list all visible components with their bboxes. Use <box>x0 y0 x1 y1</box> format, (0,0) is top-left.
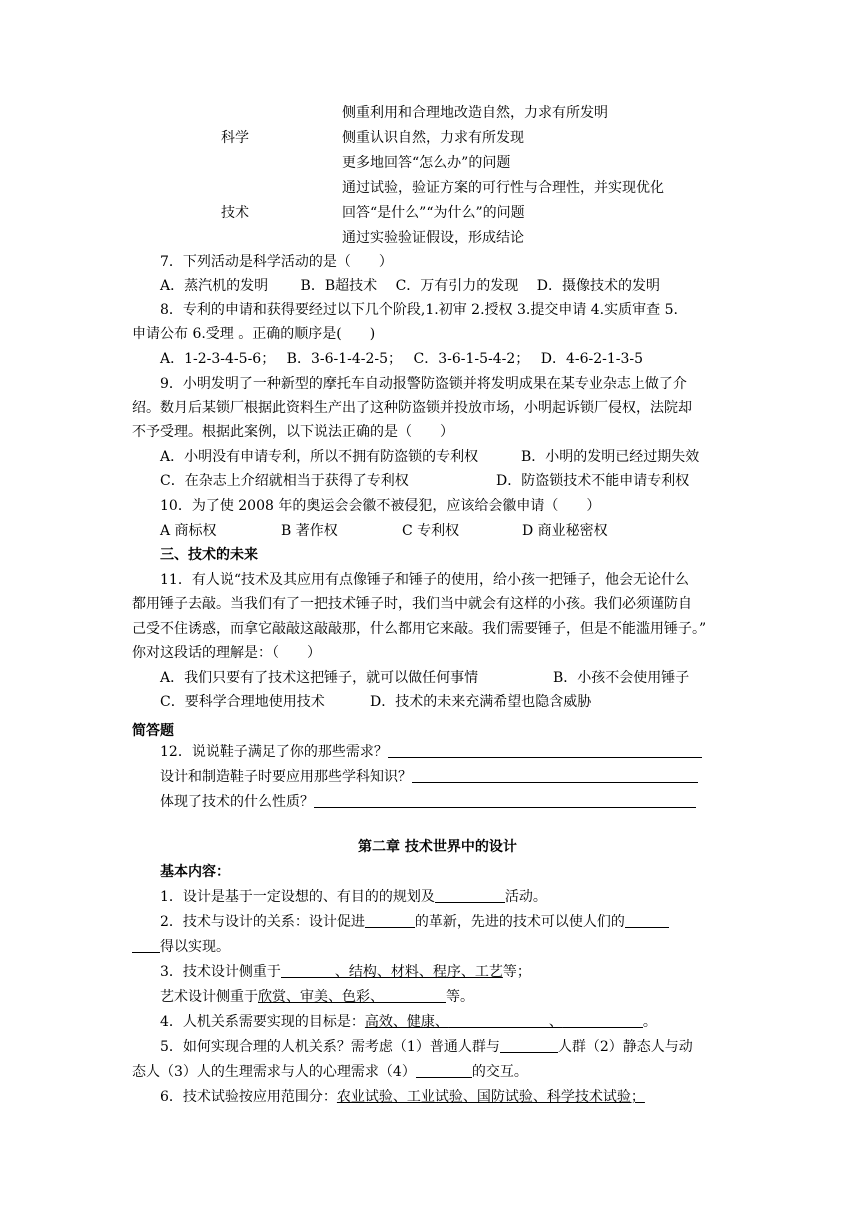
c2-item-4-blank-2[interactable] <box>563 1013 643 1028</box>
c2-item-5-text: 5．如何实现合理的人机关系？需考虑（1）普通人群与 <box>160 1039 500 1055</box>
chapter-2-title: 第二章 技术世界中的设计 <box>358 839 517 855</box>
q12-part-b-blank[interactable] <box>412 768 698 783</box>
c2-item-5-cont <box>132 1062 528 1082</box>
c2-item-4 <box>160 1012 657 1032</box>
match-left-technology: 技术 <box>221 205 249 221</box>
q11-option-d: D．技术的未来充满希望也隐含威胁 <box>370 694 592 710</box>
c2-item-2-blank-1[interactable] <box>365 913 415 928</box>
c2-item-4-end: 。 <box>642 1014 657 1030</box>
q12-part-c <box>160 792 696 812</box>
c2-item-2-mid: 的革新，先进的技术可以使人们的 <box>414 914 625 930</box>
q11-option-a: A．我们只要有了技术这把锤子，就可以做任何事情 <box>160 670 479 686</box>
c2-item-3-text: 3．技术设计侧重于 <box>160 964 281 980</box>
c2-item-2-blank-3[interactable] <box>132 938 160 953</box>
short-answer-title: 简答题 <box>132 723 174 739</box>
c2-item-5-mid: 人群（2）静态人与动 <box>557 1039 693 1055</box>
c2-item-1 <box>160 887 547 907</box>
q11-line3: 己受不住诱惑，而拿它敲敲这敲敲那，什么都用它来敲。我们需要锤子，但是不能滥用锤子。” <box>132 621 707 637</box>
c2-item-1-text: 1．设计是基于一定设想的、有目的的规划及 <box>160 889 435 905</box>
c2-item-3-art <box>160 987 474 1007</box>
c2-item-2-blank-2[interactable] <box>625 913 669 928</box>
c2-item-6 <box>160 1087 645 1107</box>
c2-item-6-underlined: 农业试验、工业试验、国防试验、科学技术试验； <box>336 1089 645 1105</box>
q12-part-a <box>160 742 702 762</box>
q9-option-b: B．小明的发明已经过期失效 <box>521 449 700 465</box>
c2-item-2-end: 得以实现。 <box>160 939 230 955</box>
c2-item-1-blank[interactable] <box>435 888 505 903</box>
match-left-science: 科学 <box>221 130 249 146</box>
c2-item-2-cont <box>132 937 230 957</box>
q8-options: A．1-2-3-4-5-6； B．3-6-1-4-2-5； C．3-6-1-5-4-2； D．4-6-2-1-3-5 <box>160 351 644 367</box>
q10-option-c: C 专利权 <box>402 523 460 539</box>
c2-item-5-blank-2[interactable] <box>416 1063 472 1078</box>
c2-item-3-art-underlined: 欣赏、审美、色彩、 <box>258 989 384 1005</box>
q11-line2: 都用锤子去敲。当我们有了一把技术锤子时，我们当中就会有这样的小孩。我们必须谨防自 <box>132 596 692 612</box>
c2-item-4-blank-1[interactable] <box>449 1013 549 1028</box>
c2-item-3-underlined: 、结构、材料、程序、工艺 <box>334 964 503 980</box>
c2-item-1-suffix: 活动。 <box>504 889 547 905</box>
c2-item-3-art-end: 等。 <box>446 989 474 1005</box>
q9-stem-line1: 9．小明发明了一种新型的摩托车自动报警防盗锁并将发明成果在某专业杂志上做了介 <box>160 376 687 392</box>
q11-option-b: B．小孩不会使用锤子 <box>553 670 690 686</box>
c2-item-3-end: 等； <box>502 964 531 980</box>
q12-part-c-text: 体现了技术的什么性质？ <box>160 794 314 810</box>
q8-stem-line1: 8．专利的申请和获得要经过以下几个阶段,1.初审 2.授权 3.提交申请 4.实质审查 5. <box>160 302 678 318</box>
q10-option-a: A 商标权 <box>160 523 217 539</box>
q11-line1: 11．有人说“技术及其应用有点像锤子和锤子的使用，给小孩一把锤子，他会无论什么 <box>160 572 689 588</box>
basic-content-heading: 基本内容： <box>160 864 230 880</box>
c2-item-3-blank[interactable] <box>281 963 335 978</box>
q9-stem-line3: 不予受理。根据此案例，以下说法正确的是（ ） <box>132 424 454 440</box>
match-option-a: 侧重利用和合理地改造自然，力求有所发明 <box>342 105 608 121</box>
match-option-b: 侧重认识自然，力求有所发现 <box>342 130 524 146</box>
q11-option-c: C．要科学合理地使用技术 <box>160 694 325 710</box>
q9-option-c: C．在杂志上介绍就相当于获得了专利权 <box>160 473 409 489</box>
q10-stem: 10．为了使 2008 年的奥运会会徽不被侵犯，应该给会徽申请（ ） <box>160 498 601 514</box>
q12-part-b-text: 设计和制造鞋子时要应用那些学科知识？ <box>160 769 412 785</box>
q9-stem-line2: 绍。数月后某锁厂根据此资料生产出了这种防盗锁并投放市场，小明起诉锁厂侵权，法院却 <box>132 400 692 416</box>
match-option-f: 通过实验验证假设，形成结论 <box>342 230 524 246</box>
c2-item-5-blank-1[interactable] <box>500 1038 558 1053</box>
q9-option-a: A．小明没有申请专利，所以不拥有防盗锁的专利权 <box>160 449 479 465</box>
c2-item-5-end: 的交互。 <box>471 1064 528 1080</box>
c2-item-3-art-blank[interactable] <box>384 988 446 1003</box>
match-option-e: 回答“是什么”“为什么”的问题 <box>342 205 525 221</box>
c2-item-4-text: 4．人机关系需要实现的目标是： <box>160 1014 365 1030</box>
q7-options: A．蒸汽机的发明 B．B超技术 C．万有引力的发现 D．摄像技术的发明 <box>160 278 660 294</box>
q10-option-b: B 著作权 <box>281 523 338 539</box>
c2-item-4-underlined: 高效、健康、 <box>364 1014 449 1030</box>
c2-item-4-sep: 、 <box>548 1014 563 1030</box>
q9-option-d: D．防盗锁技术不能申请专利权 <box>496 473 690 489</box>
q10-option-d: D 商业秘密权 <box>522 523 608 539</box>
match-option-c: 更多地回答“怎么办”的问题 <box>342 155 511 171</box>
q11-line4: 你对这段话的理解是：（ ） <box>132 645 321 661</box>
c2-item-3-art-text: 艺术设计侧重于 <box>160 989 258 1005</box>
c2-item-3 <box>160 962 531 982</box>
q12-part-c-blank[interactable] <box>314 793 696 808</box>
q12-part-a-text: 12．说说鞋子满足了你的那些需求？ <box>160 744 388 760</box>
c2-item-6-text: 6．技术试验按应用范围分： <box>160 1089 337 1105</box>
match-option-d: 通过试验，验证方案的可行性与合理性，并实现优化 <box>342 180 664 196</box>
section-3-title: 三、技术的未来 <box>160 547 258 563</box>
q12-part-a-blank[interactable] <box>388 743 702 758</box>
c2-item-2 <box>160 912 669 932</box>
c2-item-2-text: 2．技术与设计的关系：设计促进 <box>160 914 365 930</box>
q12-part-b <box>160 767 698 787</box>
c2-item-5 <box>160 1037 693 1057</box>
q7-stem: 7．下列活动是科学活动的是（ ） <box>160 254 393 270</box>
c2-item-5-cont-text: 态人（3）人的生理需求与人的心理需求（4） <box>132 1064 416 1080</box>
q8-stem-line2: 申请公布 6.受理 。正确的顺序是( ) <box>132 326 376 342</box>
